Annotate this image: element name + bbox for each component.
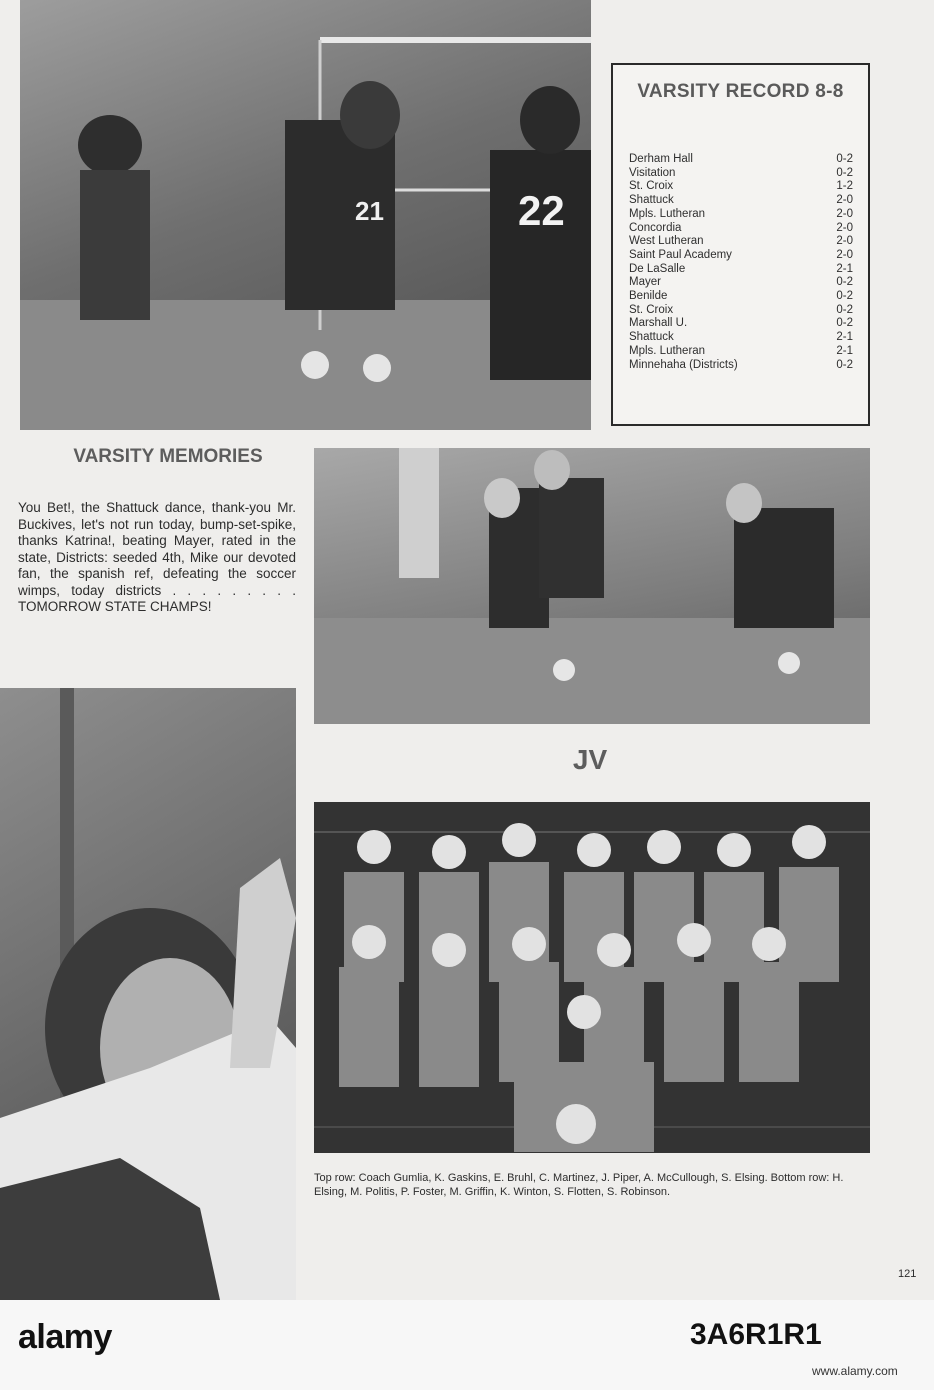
site-url[interactable]: www.alamy.com [812,1364,898,1378]
record-score: 0-2 [836,358,853,371]
record-opponent: Benilde [629,290,668,303]
record-opponent: West Lutheran [629,235,704,248]
record-opponent: Saint Paul Academy [629,248,732,261]
record-score: 0-2 [836,153,853,165]
record-score: 2-0 [836,194,853,207]
record-row [629,359,853,373]
record-score: 2-1 [836,331,853,344]
record-score: 1-2 [836,180,853,193]
record-score: 0-2 [836,303,853,316]
record-score: 2-0 [836,207,853,220]
varsity-record-title: VARSITY RECORD 8-8 [637,81,844,102]
varsity-record-list [629,153,853,372]
jv-heading: JV [572,744,608,775]
record-opponent: De LaSalle [629,262,686,275]
record-score: 2-1 [836,344,853,357]
record-opponent: Mpls. Lutheran [629,207,706,220]
record-row [629,249,853,263]
page-number: 121 [898,1268,917,1280]
record-opponent: Mayer [629,276,661,289]
record-score: 0-2 [836,166,853,179]
varsity-record-box [611,63,870,426]
record-row [629,290,853,304]
record-row [629,208,853,222]
record-row [629,304,853,318]
record-score: 2-0 [836,248,853,261]
record-opponent: St. Croix [629,180,674,193]
record-row [629,153,853,167]
record-row [629,194,853,208]
record-opponent: Minnehaha (Districts) [629,358,738,371]
record-opponent: Mpls. Lutheran [629,344,706,357]
record-score: 2-0 [836,221,853,234]
record-opponent: Shattuck [629,194,674,207]
record-row [629,331,853,345]
record-opponent: Shattuck [629,331,674,344]
record-row [629,180,853,194]
volleyball-ready-stance-photo [314,448,870,724]
record-opponent: Derham Hall [629,153,693,165]
record-opponent: Concordia [629,221,682,234]
record-score: 0-2 [836,317,853,330]
varsity-memories-text: You Bet!, the Shattuck dance, thank-you Mr. Buckives, let's not run today, bump-set-spike, thanks Katrina!, beating Mayer, rated in the state, Districts: seeded 4th, Mike our devoted fan, the spanish ref, defeating the soccer wimps, today districts . . . . . . . . . TOMORROW STATE CHAMPS! [18,500,296,614]
record-row [629,317,853,331]
record-row [629,235,853,249]
record-row [629,167,853,181]
jersey-number-22: 22 [518,187,565,234]
record-opponent: St. Croix [629,303,674,316]
record-score: 2-0 [836,235,853,248]
jv-photo-caption: Top row: Coach Gumlia, K. Gaskins, E. Bruhl, C. Martinez, J. Piper, A. McCullough, S. Elsing. Bottom row: H. Elsing, M. Politis, P. Foster, M. Griffin, K. Winton, S. Flotten, S. Robinson. [314,1172,844,1198]
record-opponent: Marshall U. [629,317,688,330]
record-row [629,222,853,236]
record-score: 0-2 [836,290,853,303]
volleyball-action-photo [20,0,591,430]
serving-player-photo [0,688,296,1300]
record-opponent: Visitation [629,166,676,179]
record-row [629,345,853,359]
record-row [629,276,853,290]
jersey-number-21: 21 [355,196,384,226]
alamy-logo: alamy [18,1318,112,1356]
varsity-memories-heading: VARSITY MEMORIES [73,446,263,467]
record-score: 2-1 [836,262,853,275]
jv-team-photo [314,802,870,1153]
record-score: 0-2 [836,276,853,289]
record-row [629,263,853,277]
image-id: 3A6R1R1 [690,1318,822,1351]
